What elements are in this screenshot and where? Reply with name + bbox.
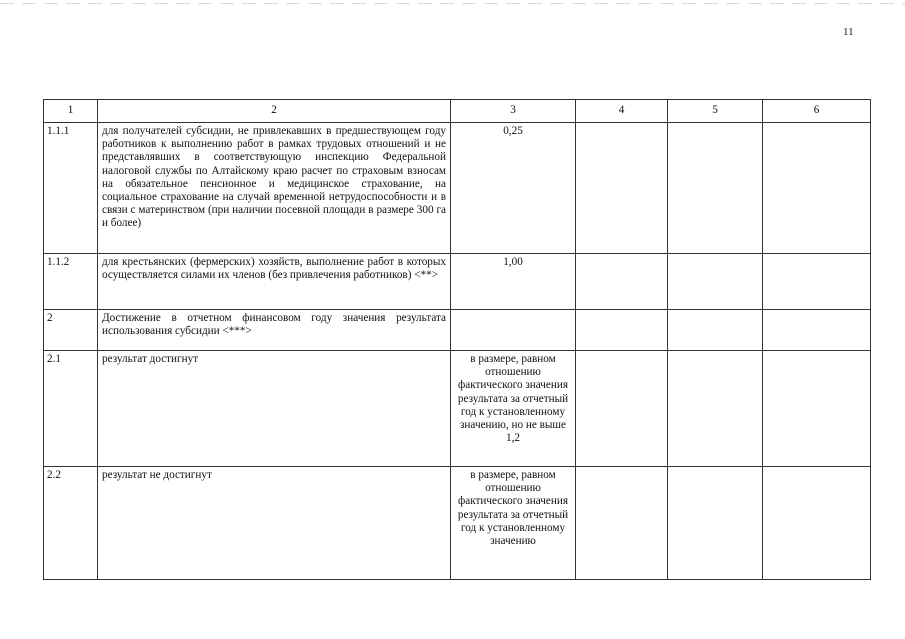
header-cell: 2 — [98, 100, 451, 123]
table-row — [44, 467, 871, 580]
row-cell-5 — [668, 310, 763, 351]
table-row — [44, 123, 871, 254]
subsidy-coefficients-table — [43, 99, 871, 580]
row-cell-6 — [763, 310, 871, 351]
row-description: Достижение в отчетном финансовом году значения результата использования субсидии <***> — [98, 310, 451, 351]
row-cell-6 — [763, 467, 871, 580]
row-number: 2.2 — [44, 467, 98, 580]
table-row — [44, 351, 871, 467]
header-cell: 3 — [451, 100, 576, 123]
row-cell-6 — [763, 123, 871, 254]
header-cell: 4 — [576, 100, 668, 123]
row-value: 1,00 — [451, 254, 576, 310]
row-description: для крестьянских (фермерских) хозяйств, выполнение работ в которых осуществляется силами их членов (без привлечения работников) <**> — [98, 254, 451, 310]
row-cell-4 — [576, 467, 668, 580]
row-cell-4 — [576, 254, 668, 310]
row-cell-4 — [576, 351, 668, 467]
table-row — [44, 310, 871, 351]
table-header-row — [44, 100, 871, 123]
row-number: 1.1.2 — [44, 254, 98, 310]
row-description: для получателей субсидии, не привлекавших в предшествующем году работников к выполнению работ в рамках трудовых отношений и не представлявших в соответствующую инспекцию Федеральной налоговой службы по Алтайскому краю расчет по страховым взносам на обязательное пенсионное и медицинское страхование, на социальное страхование на случай временной нетрудоспособности и в связи с материнством (при наличии посевной площади в размере 300 га и более) — [98, 123, 451, 254]
row-value: в размере, равном отношению фактического значения результата за отчетный год к установленному значению — [451, 467, 576, 580]
header-cell: 1 — [44, 100, 98, 123]
row-value — [451, 310, 576, 351]
row-cell-6 — [763, 351, 871, 467]
row-value: 0,25 — [451, 123, 576, 254]
row-cell-5 — [668, 123, 763, 254]
page-number: 11 — [843, 26, 854, 38]
row-cell-5 — [668, 351, 763, 467]
table-row — [44, 254, 871, 310]
row-number: 2.1 — [44, 351, 98, 467]
scan-edge-artifact — [0, 3, 905, 4]
row-description: результат достигнут — [98, 351, 451, 467]
row-description: результат не достигнут — [98, 467, 451, 580]
row-value: в размере, равном отношению фактического значения результата за отчетный год к установленному значению, но не выше 1,2 — [451, 351, 576, 467]
row-number: 2 — [44, 310, 98, 351]
row-cell-4 — [576, 310, 668, 351]
row-cell-4 — [576, 123, 668, 254]
row-cell-6 — [763, 254, 871, 310]
row-cell-5 — [668, 467, 763, 580]
header-cell: 5 — [668, 100, 763, 123]
header-cell: 6 — [763, 100, 871, 123]
row-cell-5 — [668, 254, 763, 310]
row-number: 1.1.1 — [44, 123, 98, 254]
